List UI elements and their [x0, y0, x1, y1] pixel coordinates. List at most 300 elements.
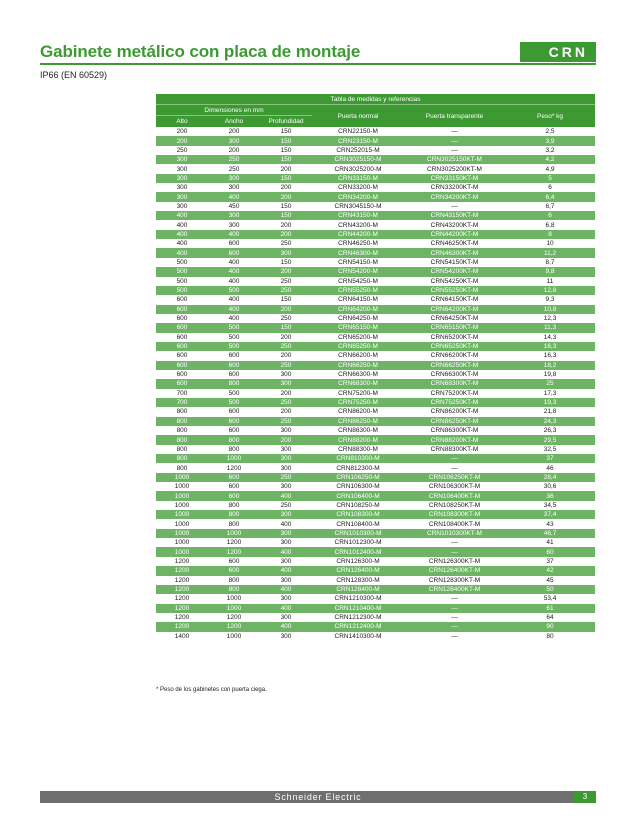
table-row [156, 417, 595, 426]
cell-normal-door-ref: CRN86300-M [312, 426, 404, 435]
col-header-transparent-door: Puerta transparente [404, 105, 505, 128]
cell-weight: 60 [505, 547, 595, 556]
cell-depth: 300 [260, 557, 312, 566]
cell-weight: 6,7 [505, 202, 595, 211]
cell-height: 1200 [156, 566, 208, 575]
cell-normal-door-ref: CRN88300-M [312, 445, 404, 454]
cell-normal-door-ref: CRN1410300-M [312, 632, 404, 641]
table-row [156, 604, 595, 613]
table-row [156, 183, 595, 192]
cell-width: 600 [208, 417, 260, 426]
col-header-normal-door: Puerta normal [312, 105, 404, 128]
cell-width: 400 [208, 192, 260, 201]
cell-height: 600 [156, 323, 208, 332]
cell-transparent-door-ref: CRN34200KT-M [404, 192, 505, 201]
cell-transparent-door-ref: CRN106400KT-M [404, 491, 505, 500]
cell-width: 800 [208, 510, 260, 519]
cell-weight: 18,2 [505, 361, 595, 370]
cell-height: 1000 [156, 538, 208, 547]
cell-height: 800 [156, 445, 208, 454]
cell-depth: 200 [260, 183, 312, 192]
cell-depth: 400 [260, 547, 312, 556]
cell-weight: 6,4 [505, 192, 595, 201]
table-row [156, 164, 595, 173]
cell-height: 1200 [156, 613, 208, 622]
cell-width: 1000 [208, 529, 260, 538]
table-row [156, 632, 595, 641]
cell-height: 1000 [156, 529, 208, 538]
cell-transparent-door-ref: — [404, 127, 505, 136]
cell-normal-door-ref: CRN108300-M [312, 510, 404, 519]
cell-height: 1000 [156, 547, 208, 556]
cell-depth: 150 [260, 295, 312, 304]
cell-width: 300 [208, 211, 260, 220]
cell-normal-door-ref: CRN108250-M [312, 501, 404, 510]
cell-height: 1200 [156, 576, 208, 585]
cell-depth: 300 [260, 463, 312, 472]
table-row [156, 435, 595, 444]
cell-weight: 25 [505, 379, 595, 388]
cell-depth: 300 [260, 594, 312, 603]
cell-width: 400 [208, 305, 260, 314]
table-row [156, 314, 595, 323]
cell-normal-door-ref: CRN86250-M [312, 417, 404, 426]
cell-width: 800 [208, 585, 260, 594]
cell-height: 200 [156, 136, 208, 145]
table-group-header: Dimensiones en mm [156, 105, 312, 116]
cell-normal-door-ref: CRN106300-M [312, 482, 404, 491]
table-row [156, 258, 595, 267]
cell-height: 800 [156, 407, 208, 416]
cell-normal-door-ref: CRN66300-M [312, 370, 404, 379]
table-row [156, 538, 595, 547]
cell-normal-door-ref: CRN1210400-M [312, 604, 404, 613]
cell-weight: 11,2 [505, 248, 595, 257]
cell-normal-door-ref: CRN22150-M [312, 127, 404, 136]
cell-height: 600 [156, 295, 208, 304]
cell-normal-door-ref: CRN1212300-M [312, 613, 404, 622]
cell-width: 250 [208, 155, 260, 164]
cell-depth: 200 [260, 389, 312, 398]
cell-depth: 200 [260, 407, 312, 416]
cell-width: 1200 [208, 538, 260, 547]
table-row [156, 519, 595, 528]
cell-weight: 4,2 [505, 155, 595, 164]
cell-transparent-door-ref: CRN126400KT-M [404, 566, 505, 575]
cell-height: 300 [156, 192, 208, 201]
cell-normal-door-ref: CRN1012400-M [312, 547, 404, 556]
cell-normal-door-ref: CRN64250-M [312, 314, 404, 323]
cell-transparent-door-ref: CRN86200KT-M [404, 407, 505, 416]
cell-width: 600 [208, 566, 260, 575]
table-row [156, 174, 595, 183]
cell-depth: 200 [260, 305, 312, 314]
cell-height: 400 [156, 239, 208, 248]
cell-depth: 200 [260, 220, 312, 229]
table-row [156, 398, 595, 407]
cell-depth: 150 [260, 136, 312, 145]
cell-depth: 250 [260, 398, 312, 407]
cell-transparent-door-ref: CRN43200KT-M [404, 220, 505, 229]
cell-depth: 200 [260, 164, 312, 173]
cell-depth: 300 [260, 576, 312, 585]
cell-transparent-door-ref: CRN88200KT-M [404, 435, 505, 444]
cell-transparent-door-ref: CRN75250KT-M [404, 398, 505, 407]
cell-depth: 150 [260, 155, 312, 164]
table-row [156, 501, 595, 510]
cell-depth: 200 [260, 333, 312, 342]
table-row [156, 286, 595, 295]
cell-weight: 9,8 [505, 267, 595, 276]
footer-brand: Schneider Electric [274, 792, 362, 802]
cell-width: 200 [208, 127, 260, 136]
cell-height: 200 [156, 127, 208, 136]
cell-normal-door-ref: CRN1012300-M [312, 538, 404, 547]
cell-depth: 400 [260, 604, 312, 613]
cell-transparent-door-ref: CRN46250KT-M [404, 239, 505, 248]
cell-normal-door-ref: CRN106400-M [312, 491, 404, 500]
cell-normal-door-ref: CRN68300-M [312, 379, 404, 388]
cell-width: 1000 [208, 632, 260, 641]
cell-weight: 90 [505, 622, 595, 631]
cell-height: 500 [156, 277, 208, 286]
cell-normal-door-ref: CRN126400-M [312, 566, 404, 575]
cell-weight: 3,9 [505, 136, 595, 145]
cell-depth: 400 [260, 519, 312, 528]
cell-transparent-door-ref: CRN65150KT-M [404, 323, 505, 332]
table-row [156, 379, 595, 388]
cell-width: 250 [208, 164, 260, 173]
cell-transparent-door-ref: CRN66300KT-M [404, 370, 505, 379]
cell-normal-door-ref: CRN1212400-M [312, 622, 404, 631]
cell-height: 1400 [156, 632, 208, 641]
cell-height: 800 [156, 417, 208, 426]
cell-height: 1200 [156, 557, 208, 566]
cell-weight: 6 [505, 183, 595, 192]
cell-height: 1200 [156, 585, 208, 594]
cell-normal-door-ref: CRN43150-M [312, 211, 404, 220]
cell-height: 600 [156, 333, 208, 342]
cell-normal-door-ref: CRN66250-M [312, 361, 404, 370]
cell-transparent-door-ref: CRN128400KT-M [404, 585, 505, 594]
cell-height: 800 [156, 463, 208, 472]
cell-height: 600 [156, 361, 208, 370]
table-row [156, 127, 595, 136]
cell-depth: 200 [260, 435, 312, 444]
cell-width: 800 [208, 519, 260, 528]
table-row [156, 146, 595, 155]
cell-weight: 8 [505, 230, 595, 239]
cell-depth: 400 [260, 491, 312, 500]
cell-width: 800 [208, 379, 260, 388]
cell-transparent-door-ref: CRN128300KT-M [404, 576, 505, 585]
cell-depth: 400 [260, 622, 312, 631]
cell-transparent-door-ref: CRN108400KT-M [404, 519, 505, 528]
table-row [156, 566, 595, 575]
footnote: * Peso de los gabinetes con puerta ciega. [156, 687, 267, 693]
cell-height: 300 [156, 155, 208, 164]
cell-depth: 250 [260, 473, 312, 482]
cell-height: 1000 [156, 519, 208, 528]
cell-height: 250 [156, 146, 208, 155]
table-row [156, 557, 595, 566]
cell-depth: 300 [260, 538, 312, 547]
cell-height: 1000 [156, 510, 208, 519]
col-header-height: Alto [156, 116, 208, 128]
cell-weight: 6,8 [505, 220, 595, 229]
cell-normal-door-ref: CRN75200-M [312, 389, 404, 398]
cell-depth: 300 [260, 632, 312, 641]
cell-weight: 41 [505, 538, 595, 547]
cell-width: 600 [208, 491, 260, 500]
table-row [156, 267, 595, 276]
cell-width: 500 [208, 286, 260, 295]
cell-height: 800 [156, 454, 208, 463]
cell-height: 400 [156, 248, 208, 257]
cell-depth: 300 [260, 613, 312, 622]
cell-width: 600 [208, 248, 260, 257]
cell-normal-door-ref: CRN65200-M [312, 333, 404, 342]
cell-transparent-door-ref: CRN64250KT-M [404, 314, 505, 323]
cell-height: 600 [156, 305, 208, 314]
table-row [156, 230, 595, 239]
table-row [156, 136, 595, 145]
cell-weight: 46 [505, 463, 595, 472]
cell-depth: 300 [260, 370, 312, 379]
col-header-width: Ancho [208, 116, 260, 128]
cell-normal-door-ref: CRN812300-M [312, 463, 404, 472]
table-row [156, 192, 595, 201]
cell-transparent-door-ref: — [404, 454, 505, 463]
cell-normal-door-ref: CRN1010300-M [312, 529, 404, 538]
cell-weight: 37 [505, 454, 595, 463]
cell-height: 1200 [156, 622, 208, 631]
table-row [156, 342, 595, 351]
page-header [40, 42, 596, 64]
cell-transparent-door-ref: — [404, 632, 505, 641]
cell-width: 500 [208, 333, 260, 342]
cell-height: 400 [156, 220, 208, 229]
cell-width: 450 [208, 202, 260, 211]
cell-height: 400 [156, 230, 208, 239]
col-header-weight: Peso* kg [505, 105, 595, 128]
cell-weight: 19,8 [505, 370, 595, 379]
cell-normal-door-ref: CRN46300-M [312, 248, 404, 257]
cell-weight: 32,5 [505, 445, 595, 454]
cell-depth: 250 [260, 286, 312, 295]
cell-weight: 37 [505, 557, 595, 566]
cell-weight: 10 [505, 239, 595, 248]
cell-normal-door-ref: CRN54250-M [312, 277, 404, 286]
cell-height: 300 [156, 164, 208, 173]
cell-transparent-door-ref: CRN64150KT-M [404, 295, 505, 304]
cell-normal-door-ref: CRN128400-M [312, 585, 404, 594]
cell-width: 500 [208, 342, 260, 351]
cell-normal-door-ref: CRN3025200-M [312, 164, 404, 173]
cell-weight: 14,3 [505, 333, 595, 342]
cell-transparent-door-ref: CRN126300KT-M [404, 557, 505, 566]
table-row [156, 426, 595, 435]
cell-depth: 150 [260, 211, 312, 220]
cell-width: 600 [208, 351, 260, 360]
cell-transparent-door-ref: CRN54250KT-M [404, 277, 505, 286]
cell-weight: 11,3 [505, 323, 595, 332]
cell-transparent-door-ref: — [404, 594, 505, 603]
cell-transparent-door-ref: — [404, 547, 505, 556]
cell-depth: 400 [260, 566, 312, 575]
cell-weight: 17,3 [505, 389, 595, 398]
cell-width: 800 [208, 501, 260, 510]
cell-weight: 24,3 [505, 417, 595, 426]
cell-weight: 46,7 [505, 529, 595, 538]
table-row [156, 277, 595, 286]
cell-width: 600 [208, 482, 260, 491]
cell-normal-door-ref: CRN810300-M [312, 454, 404, 463]
cell-transparent-door-ref: CRN54200KT-M [404, 267, 505, 276]
cell-transparent-door-ref: — [404, 136, 505, 145]
table-row [156, 202, 595, 211]
table-row [156, 463, 595, 472]
page-number: 3 [574, 791, 596, 803]
cell-transparent-door-ref: — [404, 538, 505, 547]
table-row [156, 407, 595, 416]
cell-depth: 300 [260, 248, 312, 257]
cell-height: 1200 [156, 604, 208, 613]
dimensions-table [156, 94, 595, 641]
cell-depth: 250 [260, 417, 312, 426]
cell-weight: 80 [505, 632, 595, 641]
col-header-depth: Profundidad [260, 116, 312, 128]
cell-weight: 61 [505, 604, 595, 613]
cell-depth: 150 [260, 127, 312, 136]
cell-depth: 200 [260, 267, 312, 276]
cell-width: 600 [208, 473, 260, 482]
cell-height: 700 [156, 389, 208, 398]
cell-depth: 250 [260, 501, 312, 510]
cell-height: 300 [156, 202, 208, 211]
cell-normal-door-ref: CRN66200-M [312, 351, 404, 360]
cell-width: 400 [208, 277, 260, 286]
cell-transparent-door-ref: CRN66250KT-M [404, 361, 505, 370]
cell-width: 800 [208, 435, 260, 444]
cell-weight: 3,2 [505, 146, 595, 155]
cell-weight: 34,5 [505, 501, 595, 510]
cell-height: 700 [156, 398, 208, 407]
cell-transparent-door-ref: CRN46300KT-M [404, 248, 505, 257]
cell-depth: 250 [260, 239, 312, 248]
cell-transparent-door-ref: — [404, 146, 505, 155]
cell-transparent-door-ref: CRN3025150KT-M [404, 155, 505, 164]
cell-normal-door-ref: CRN23150-M [312, 136, 404, 145]
cell-width: 1000 [208, 604, 260, 613]
cell-transparent-door-ref: — [404, 622, 505, 631]
cell-normal-door-ref: CRN64200-M [312, 305, 404, 314]
table-row [156, 323, 595, 332]
cell-width: 600 [208, 557, 260, 566]
cell-height: 500 [156, 286, 208, 295]
cell-normal-door-ref: CRN65150-M [312, 323, 404, 332]
cell-width: 300 [208, 220, 260, 229]
cell-weight: 42 [505, 566, 595, 575]
cell-weight: 16,3 [505, 342, 595, 351]
cell-depth: 300 [260, 445, 312, 454]
cell-height: 1000 [156, 501, 208, 510]
cell-normal-door-ref: CRN64150-M [312, 295, 404, 304]
cell-transparent-door-ref: — [404, 613, 505, 622]
cell-depth: 150 [260, 174, 312, 183]
cell-height: 500 [156, 267, 208, 276]
cell-normal-door-ref: CRN3025150-M [312, 155, 404, 164]
cell-normal-door-ref: CRN33150-M [312, 174, 404, 183]
cell-depth: 400 [260, 585, 312, 594]
cell-normal-door-ref: CRN75250-M [312, 398, 404, 407]
cell-transparent-door-ref: CRN106300KT-M [404, 482, 505, 491]
table-row [156, 389, 595, 398]
cell-transparent-door-ref: CRN33200KT-M [404, 183, 505, 192]
cell-width: 300 [208, 183, 260, 192]
table-row [156, 510, 595, 519]
cell-transparent-door-ref: CRN75200KT-M [404, 389, 505, 398]
cell-weight: 26,3 [505, 426, 595, 435]
cell-weight: 30,6 [505, 482, 595, 491]
cell-height: 600 [156, 351, 208, 360]
cell-weight: 16,3 [505, 351, 595, 360]
cell-weight: 9,3 [505, 295, 595, 304]
cell-weight: 28,4 [505, 473, 595, 482]
cell-weight: 64 [505, 613, 595, 622]
cell-normal-door-ref: CRN34200-M [312, 192, 404, 201]
cell-height: 500 [156, 258, 208, 267]
cell-normal-door-ref: CRN88200-M [312, 435, 404, 444]
cell-transparent-door-ref: CRN106250KT-M [404, 473, 505, 482]
cell-depth: 250 [260, 361, 312, 370]
cell-transparent-door-ref: CRN108250KT-M [404, 501, 505, 510]
cell-transparent-door-ref: CRN3025200KT-M [404, 164, 505, 173]
cell-weight: 45 [505, 576, 595, 585]
cell-width: 400 [208, 267, 260, 276]
cell-transparent-door-ref: CRN66200KT-M [404, 351, 505, 360]
cell-width: 300 [208, 136, 260, 145]
table-row [156, 305, 595, 314]
cell-height: 800 [156, 435, 208, 444]
table-row [156, 585, 595, 594]
table-row [156, 622, 595, 631]
cell-width: 400 [208, 230, 260, 239]
cell-transparent-door-ref: CRN54150KT-M [404, 258, 505, 267]
cell-width: 1000 [208, 594, 260, 603]
cell-width: 500 [208, 389, 260, 398]
cell-width: 600 [208, 407, 260, 416]
cell-normal-door-ref: CRN126300-M [312, 557, 404, 566]
table-row [156, 361, 595, 370]
cell-transparent-door-ref: CRN1010300KT-M [404, 529, 505, 538]
table-row [156, 445, 595, 454]
table-row [156, 547, 595, 556]
cell-normal-door-ref: CRN33200-M [312, 183, 404, 192]
cell-weight: 4,9 [505, 164, 595, 173]
cell-depth: 150 [260, 258, 312, 267]
cell-width: 600 [208, 361, 260, 370]
cell-transparent-door-ref: CRN33150KT-M [404, 174, 505, 183]
cell-depth: 300 [260, 379, 312, 388]
cell-height: 1000 [156, 491, 208, 500]
cell-width: 1000 [208, 454, 260, 463]
cell-height: 600 [156, 342, 208, 351]
cell-weight: 21,8 [505, 407, 595, 416]
cell-width: 400 [208, 314, 260, 323]
cell-weight: 29,5 [505, 435, 595, 444]
protection-rating: IP66 (EN 60529) [40, 70, 108, 80]
